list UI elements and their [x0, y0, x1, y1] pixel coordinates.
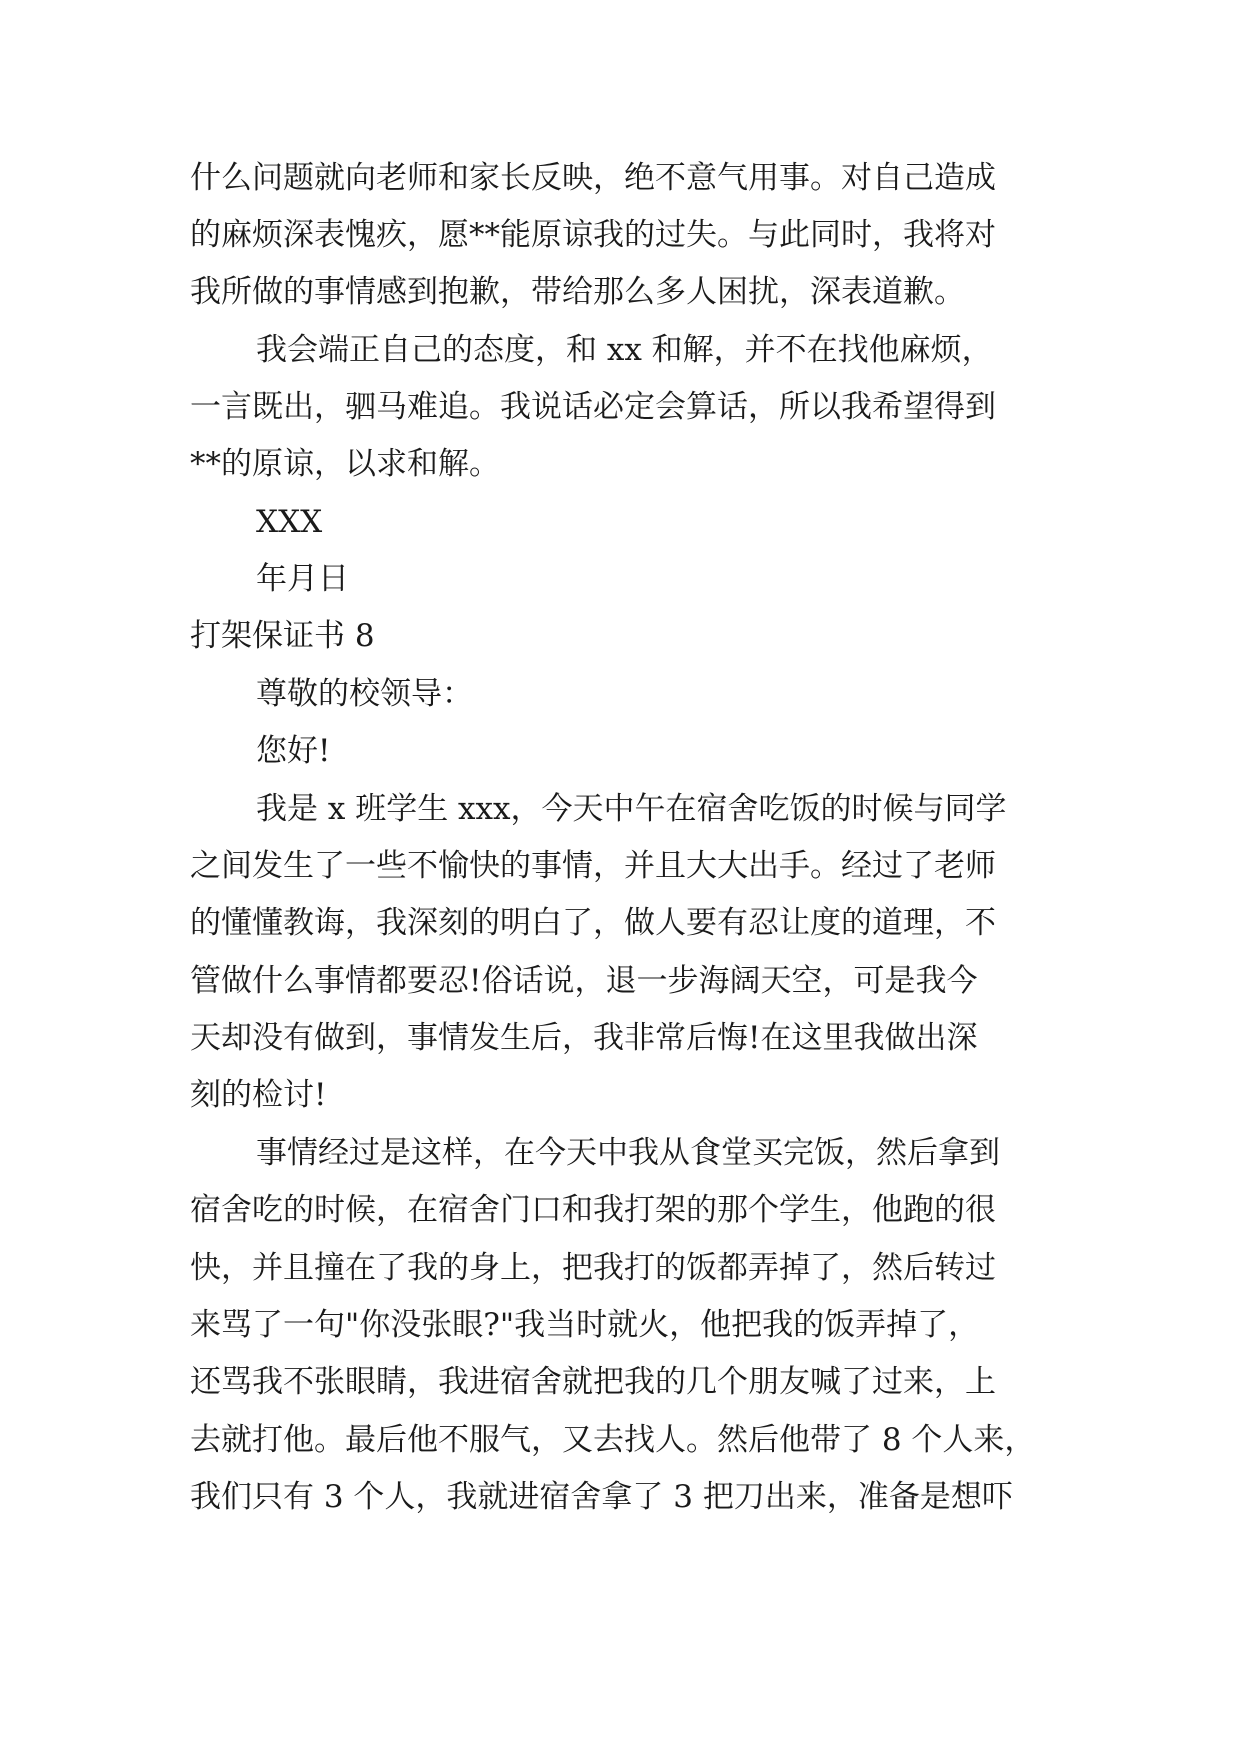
text-line: 我们只有 3 个人，我就进宿舍拿了 3 把刀出来，准备是想吓: [190, 1479, 1013, 1515]
text-line: 什么问题就向老师和家长反映，绝不意气用事。对自己造成: [190, 160, 996, 196]
section-heading: 打架保证书 8: [190, 618, 375, 654]
text-line: 之间发生了一些不愉快的事情，并且大大出手。经过了老师: [190, 848, 996, 884]
text-line: 刻的检讨!: [190, 1077, 327, 1113]
text-line: 管做什么事情都要忍!俗话说，退一步海阔天空，可是我今: [190, 963, 978, 999]
text-line: 天却没有做到，事情发生后，我非常后悔!在这里我做出深: [190, 1020, 978, 1056]
text-line: 宿舍吃的时候，在宿舍门口和我打架的那个学生，他跑的很: [190, 1192, 996, 1228]
text-line: 去就打他。最后他不服气，又去找人。然后他带了 8 个人来，: [190, 1422, 1036, 1458]
text-line: 的麻烦深表愧疚，愿**能原谅我的过失。与此同时，我将对: [190, 217, 996, 253]
text-line: 一言既出，驷马难追。我说话必定会算话，所以我希望得到: [190, 389, 996, 425]
text-line: 我所做的事情感到抱歉，带给那么多人困扰，深表道歉。: [190, 274, 965, 310]
signature-date: 年月日: [256, 561, 349, 597]
text-line: 快，并且撞在了我的身上，把我打的饭都弄掉了，然后转过: [190, 1250, 996, 1286]
text-line: **的原谅，以求和解。: [190, 446, 500, 482]
greeting: 您好!: [256, 733, 331, 769]
text-line: 我是 x 班学生 xxx，今天中午在宿舍吃饭的时候与同学: [256, 791, 1007, 827]
text-line: 来骂了一句"你没张眼?"我当时就火，他把我的饭弄掉了，: [190, 1307, 980, 1343]
signature-name: XXX: [256, 504, 323, 540]
salutation: 尊敬的校领导：: [256, 676, 473, 712]
text-line: 的懂懂教诲，我深刻的明白了，做人要有忍让度的道理，不: [190, 905, 996, 941]
text-line: 还骂我不张眼睛，我进宿舍就把我的几个朋友喊了过来，上: [190, 1364, 996, 1400]
text-line: 事情经过是这样，在今天中我从食堂买完饭，然后拿到: [256, 1135, 1000, 1171]
text-line: 我会端正自己的态度，和 xx 和解，并不在找他麻烦，: [256, 332, 993, 368]
